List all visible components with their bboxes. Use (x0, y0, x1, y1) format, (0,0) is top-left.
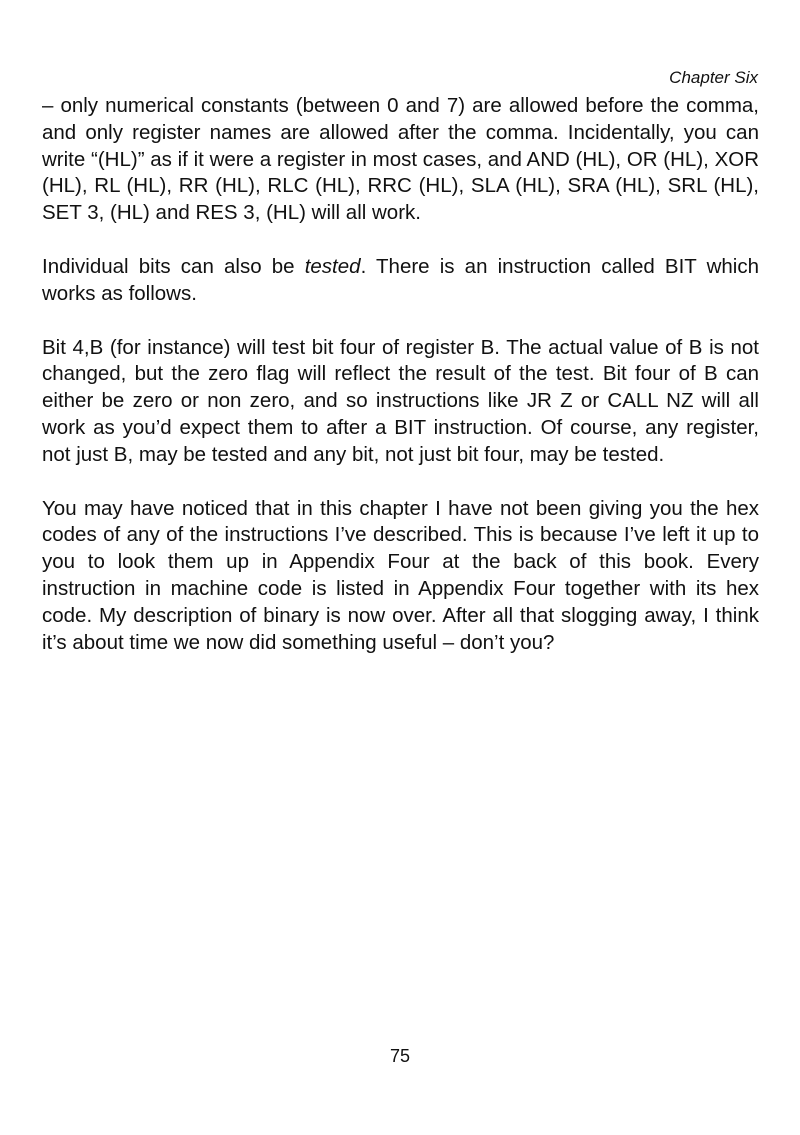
page-body (42, 93, 759, 683)
paragraph-bit-instruction-constraints: – only numerical constants (between 0 and 7) are allowed before the comma, and only register names are allowed after the comma. Incidentally, you can write “(HL)” as if it were a register in most cases, and AND (HL), OR (HL), XOR (HL), RL (HL), RR (HL), RLC (HL), RRC (HL), SLA (HL), SRA (HL), SRL (HL), SET 3, (HL) and RES 3, (HL) will all work. (42, 94, 759, 225)
page-number: 75 (389, 1046, 411, 1066)
paragraph-text: . There is an instruction called BIT which works as follows. (42, 254, 759, 305)
paragraph-bit-testing-intro (42, 254, 759, 308)
emphasized-word: tested (304, 254, 361, 278)
paragraph-bit-example: Bit 4,B (for instance) will test bit four of register B. The actual value of B is not changed, but the zero flag will reflect the result of the test. Bit four of B can either be zero or non zero, and so instructions like JR Z or CALL NZ will all work as you’d expect them to after a BIT instruction. Of course, any register, not just B, may be tested and any bit, not just bit four, may be tested. (42, 335, 759, 466)
paragraph-hex-codes-note: You may have noticed that in this chapter I have not been giving you the hex codes of any of the instructions I’ve described. This is because I’ve left it up to you to look them up in Appendix Four at the back of this book. Every instruction in machine code is listed in Appendix Four together with its hex code. My description of binary is now over. After all that slogging away, I think it’s about time we now did something useful – don’t you? (42, 496, 759, 654)
paragraph-text: Individual bits can also be (42, 254, 305, 278)
running-header: Chapter Six (669, 68, 758, 87)
